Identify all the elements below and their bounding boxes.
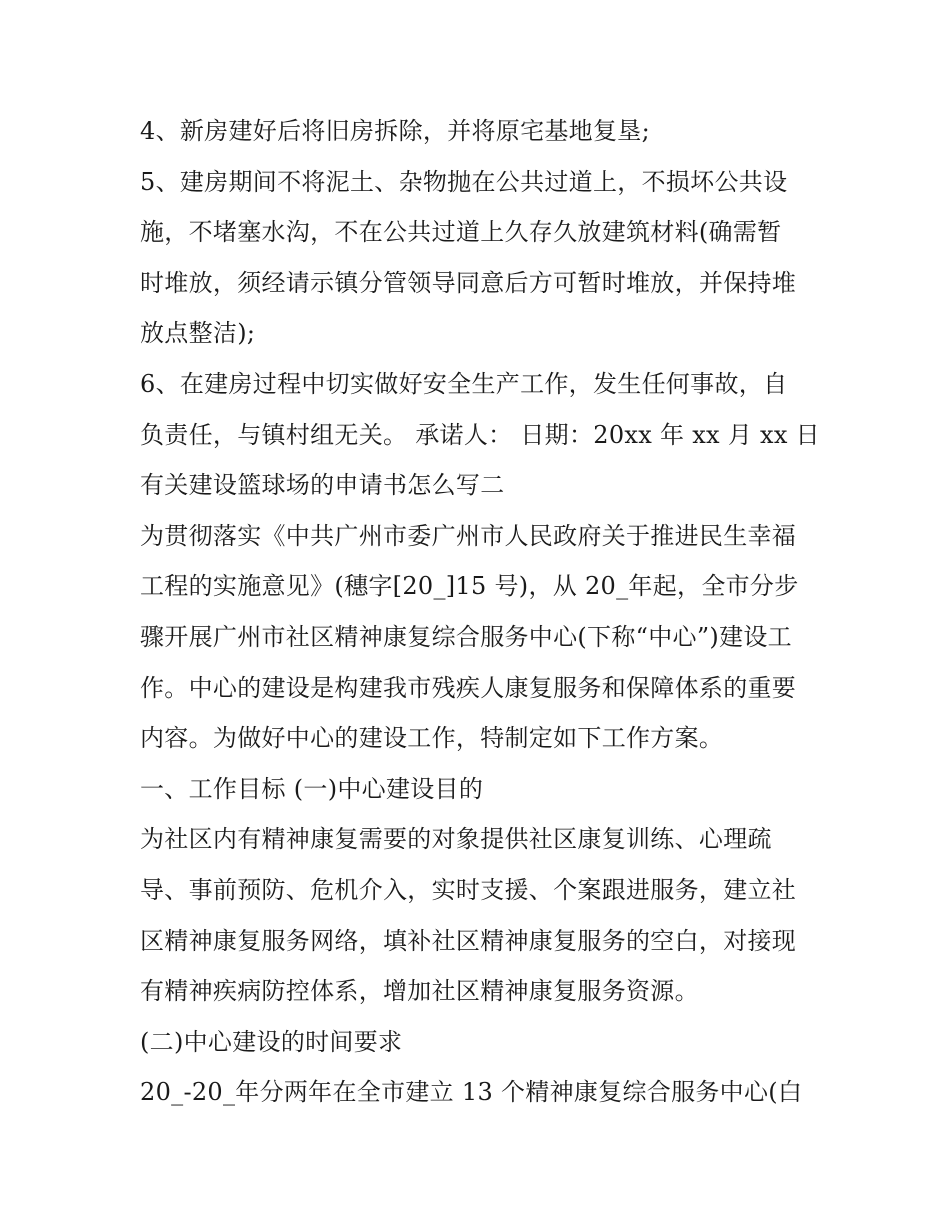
text-line-16: 导、事前预防、危机介入，实时支援、个案跟进服务，建立社	[140, 875, 797, 904]
section-heading: 有关建设篮球场的申请书怎么写二	[140, 471, 505, 500]
document-body	[140, 106, 830, 1118]
text-line-9: 为贯彻落实《中共广州市委广州市人民政府关于推进民生幸福	[140, 521, 797, 550]
text-line-10: 工程的实施意见》(穗字[20_]15 号)，从 20_年起，全市分步	[140, 572, 799, 601]
text-line-1: 4、新房建好后将旧房拆除，并将原宅基地复垦;	[140, 117, 650, 145]
text-line-4: 时堆放，须经请示镇分管领导同意后方可暂时堆放，并保持堆	[140, 268, 797, 297]
text-line-17: 区精神康复服务网络，填补社区精神康复服务的空白，对接现	[140, 926, 797, 955]
text-line-18: 有精神疾病防控体系，增加社区精神康复服务资源。	[140, 977, 699, 1006]
text-line-12: 作。中心的建设是构建我市残疾人康复服务和保障体系的重要	[140, 673, 797, 702]
text-line-20: 20_-20_年分两年在全市建立 13 个精神康复综合服务中心(白	[140, 1078, 803, 1107]
subsection-heading-timeline: (二)中心建设的时间要求	[140, 1027, 403, 1056]
text-line-7: 负责任，与镇村组无关。 承诺人： 日期：20xx 年 xx 月 xx 日	[140, 420, 820, 449]
text-line-3: 施，不堵塞水沟，不在公共过道上久存久放建筑材料(确需暂	[140, 218, 782, 247]
text-line-2: 5、建房期间不将泥土、杂物抛在公共过道上，不损坏公共设	[140, 167, 788, 196]
text-line-6: 6、在建房过程中切实做好安全生产工作，发生任何事故，自	[140, 369, 788, 398]
subsection-heading-goals: 一、工作目标 (一)中心建设目的	[140, 774, 484, 803]
text-line-11: 骤开展广州市社区精神康复综合服务中心(下称“中心”)建设工	[140, 622, 792, 651]
text-line-5: 放点整洁);	[140, 319, 256, 348]
text-line-13: 内容。为做好中心的建设工作，特制定如下工作方案。	[140, 724, 724, 753]
text-line-15: 为社区内有精神康复需要的对象提供社区康复训练、心理疏	[140, 825, 772, 854]
